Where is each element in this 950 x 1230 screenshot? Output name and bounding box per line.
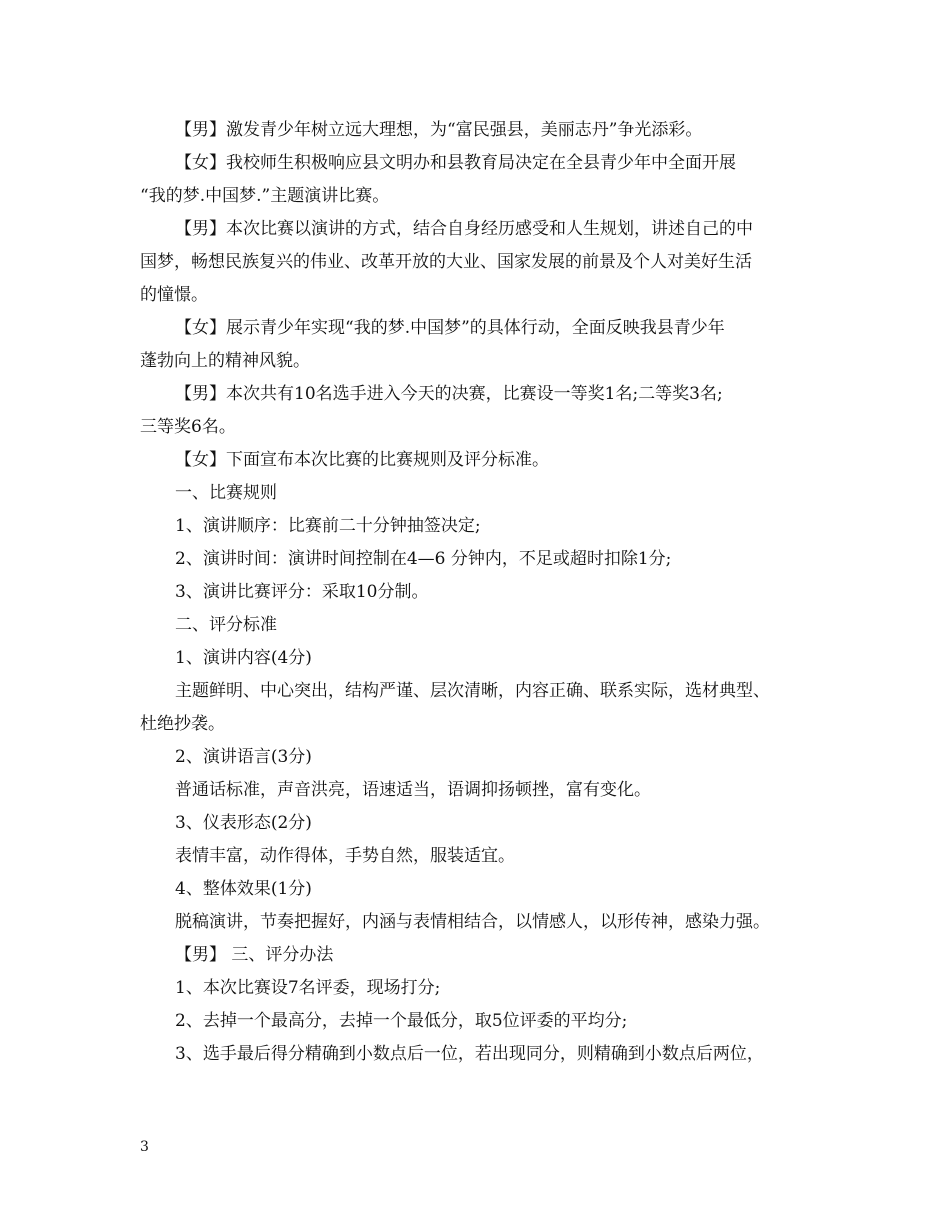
section-heading: 二、评分标准: [175, 615, 277, 635]
text-line: 三等奖6名。: [140, 417, 236, 437]
text-line: 2、演讲时间：演讲时间控制在4—6 分钟内，不足或超时扣除1分;: [175, 549, 672, 569]
text-line: 脱稿演讲，节奏把握好，内涵与表情相结合，以情感人，以形传神，感染力强。: [175, 912, 770, 932]
text-line: 【女】我校师生积极响应县文明办和县教育局决定在全县青少年中全面开展: [175, 153, 736, 173]
text-line: 【女】下面宣布本次比赛的比赛规则及评分标准。: [175, 450, 549, 470]
text-line: 主题鲜明、中心突出，结构严谨、层次清晰，内容正确、联系实际，选材典型、: [175, 681, 770, 701]
text-line: 国梦，畅想民族复兴的伟业、改革开放的大业、国家发展的前景及个人对美好生活: [140, 252, 752, 272]
text-line: 2、去掉一个最高分，去掉一个最低分，取5位评委的平均分;: [175, 1011, 628, 1031]
text-line: 1、演讲顺序：比赛前二十分钟抽签决定;: [175, 516, 481, 536]
page-number: 3: [140, 1139, 149, 1155]
text-line: 蓬勃向上的精神风貌。: [140, 351, 310, 371]
text-line: 【男】本次比赛以演讲的方式，结合自身经历感受和人生规划，讲述自己的中: [175, 219, 753, 239]
text-line: 【女】展示青少年实现“我的梦.中国梦”的具体行动，全面反映我县青少年: [175, 318, 725, 338]
text-line: 杜绝抄袭。: [140, 714, 225, 734]
text-line: 【男】激发青少年树立远大理想，为“富民强县，美丽志丹”争光添彩。: [175, 120, 703, 140]
text-line: 表情丰富，动作得体，手势自然，服装适宜。: [175, 846, 515, 866]
text-line: 4、整体效果(1分): [175, 879, 312, 899]
text-line: 2、演讲语言(3分): [175, 747, 312, 767]
text-line: 1、演讲内容(4分): [175, 648, 312, 668]
text-line: 3、选手最后得分精确到小数点后一位，若出现同分，则精确到小数点后两位，: [175, 1044, 764, 1064]
text-line: “我的梦.中国梦.”主题演讲比赛。: [140, 186, 390, 206]
text-line: 1、本次比赛设7名评委，现场打分;: [175, 978, 441, 998]
text-line: 普通话标准，声音洪亮，语速适当，语调抑扬顿挫，富有变化。: [175, 780, 651, 800]
section-heading: 【男】 三、评分办法: [175, 945, 334, 965]
text-line: 【男】本次共有10名选手进入今天的决赛，比赛设一等奖1名;二等奖3名;: [175, 384, 723, 404]
text-line: 3、演讲比赛评分：采取10分制。: [175, 582, 429, 602]
section-heading: 一、比赛规则: [175, 483, 277, 503]
text-line: 的憧憬。: [140, 285, 208, 305]
text-line: 3、仪表形态(2分): [175, 813, 312, 833]
document-body: [140, 114, 830, 1071]
